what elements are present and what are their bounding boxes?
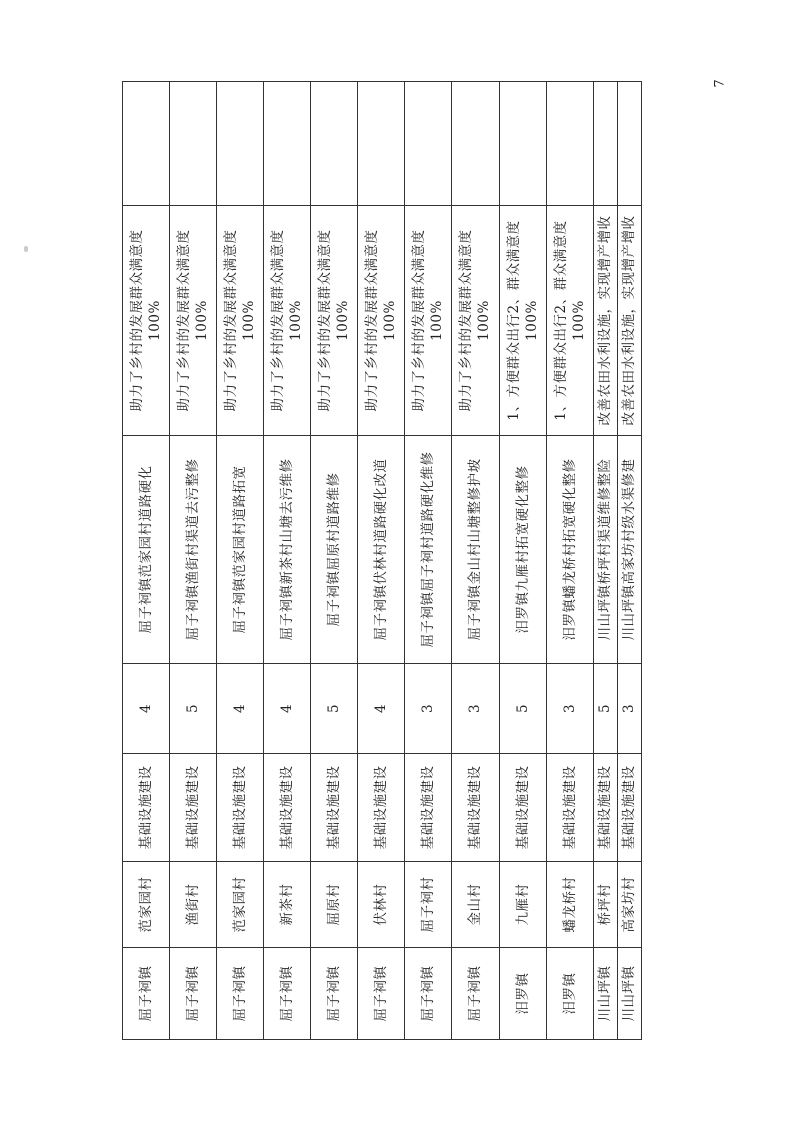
category-cell: 基础设施建设: [311, 754, 358, 862]
score-cell: 3: [617, 664, 641, 754]
score-cell: 5: [593, 664, 617, 754]
town-cell: 屈子祠镇: [358, 948, 405, 1040]
category-cell: 基础设施建设: [546, 754, 593, 862]
table-row: [452, 82, 499, 1040]
project-cell: 屈子祠镇范家园村道路硬化: [123, 436, 170, 664]
town-cell: 汨罗镇: [499, 948, 546, 1040]
project-cell: 川山坪镇桥坪村渠道维修整险: [593, 436, 617, 664]
table-body: [123, 82, 642, 1040]
benefit-cell: 助力了乡村的发展群众满意度100%: [217, 206, 264, 436]
town-cell: 屈子祠镇: [217, 948, 264, 1040]
empty-cell: [499, 82, 546, 206]
score-cell: 3: [405, 664, 452, 754]
benefit-cell: 助力了乡村的发展群众满意度100%: [264, 206, 311, 436]
project-cell: 汨罗镇九雁村拓宽硬化整修: [499, 436, 546, 664]
category-cell: 基础设施建设: [452, 754, 499, 862]
table-row: [217, 82, 264, 1040]
table-row: [123, 82, 170, 1040]
category-cell: 基础设施建设: [264, 754, 311, 862]
benefit-cell: 改善农田水利设施，实现增产增收: [593, 206, 617, 436]
empty-cell: [264, 82, 311, 206]
town-cell: 屈子祠镇: [170, 948, 217, 1040]
category-cell: 基础设施建设: [123, 754, 170, 862]
benefit-cell: 助力了乡村的发展群众满意度100%: [358, 206, 405, 436]
empty-cell: [593, 82, 617, 206]
benefit-cell: 助力了乡村的发展群众满意度100%: [405, 206, 452, 436]
project-cell: 屈子祠镇屈子祠村道路硬化维修: [405, 436, 452, 664]
town-cell: 川山坪镇: [617, 948, 641, 1040]
town-cell: 汨罗镇: [546, 948, 593, 1040]
score-cell: 5: [311, 664, 358, 754]
village-cell: 屈原村: [311, 862, 358, 948]
town-cell: 屈子祠镇: [452, 948, 499, 1040]
village-cell: 金山村: [452, 862, 499, 948]
project-cell: 屈子祠镇渔街村渠道去污整修: [170, 436, 217, 664]
empty-cell: [170, 82, 217, 206]
empty-cell: [123, 82, 170, 206]
category-cell: 基础设施建设: [405, 754, 452, 862]
score-cell: 3: [452, 664, 499, 754]
project-cell: 汨罗镇蟠龙桥村拓宽硬化整修: [546, 436, 593, 664]
project-cell: 屈子祠镇新茶村山塘去污维修: [264, 436, 311, 664]
empty-cell: [546, 82, 593, 206]
table-row: [358, 82, 405, 1040]
category-cell: 基础设施建设: [170, 754, 217, 862]
village-cell: 桥坪村: [593, 862, 617, 948]
benefit-cell: 助力了乡村的发展群众满意度100%: [123, 206, 170, 436]
town-cell: 屈子祠镇: [311, 948, 358, 1040]
project-cell: 屈子祠镇屈原村道路维修: [311, 436, 358, 664]
score-cell: 4: [217, 664, 264, 754]
benefit-cell: 改善农田水利设施，实现增产增收: [617, 206, 641, 436]
benefit-cell: 1、方便群众出行2、群众满意度100%: [546, 206, 593, 436]
village-cell: 伏林村: [358, 862, 405, 948]
benefit-cell: 助力了乡村的发展群众满意度100%: [311, 206, 358, 436]
scan-speck: [24, 246, 28, 252]
village-cell: 高家坊村: [617, 862, 641, 948]
score-cell: 5: [170, 664, 217, 754]
table-row: [264, 82, 311, 1040]
table-row: [593, 82, 617, 1040]
village-cell: 范家园村: [123, 862, 170, 948]
page-number: 7: [712, 79, 728, 88]
project-cell: 屈子祠镇金山村山塘整修护坡: [452, 436, 499, 664]
town-cell: 屈子祠镇: [123, 948, 170, 1040]
category-cell: 基础设施建设: [217, 754, 264, 862]
town-cell: 屈子祠镇: [264, 948, 311, 1040]
project-cell: 屈子祠镇伏林村道路硬化改道: [358, 436, 405, 664]
empty-cell: [452, 82, 499, 206]
village-cell: 屈子祠村: [405, 862, 452, 948]
table-row: [499, 82, 546, 1040]
village-cell: 蟠龙桥村: [546, 862, 593, 948]
table-row: [311, 82, 358, 1040]
rotated-table-wrapper: [122, 82, 642, 1040]
category-cell: 基础设施建设: [358, 754, 405, 862]
empty-cell: [358, 82, 405, 206]
benefit-cell: 1、方便群众出行2、群众满意度100%: [499, 206, 546, 436]
empty-cell: [311, 82, 358, 206]
project-cell: 屈子祠镇范家园村道路拓宽: [217, 436, 264, 664]
town-cell: 川山坪镇: [593, 948, 617, 1040]
project-table: [122, 81, 642, 1040]
benefit-cell: 助力了乡村的发展群众满意度100%: [170, 206, 217, 436]
score-cell: 3: [546, 664, 593, 754]
table-row: [546, 82, 593, 1040]
score-cell: 4: [358, 664, 405, 754]
village-cell: 九雁村: [499, 862, 546, 948]
category-cell: 基础设施建设: [593, 754, 617, 862]
town-cell: 屈子祠镇: [405, 948, 452, 1040]
empty-cell: [405, 82, 452, 206]
benefit-cell: 助力了乡村的发展群众满意度100%: [452, 206, 499, 436]
category-cell: 基础设施建设: [499, 754, 546, 862]
village-cell: 范家园村: [217, 862, 264, 948]
table-row: [170, 82, 217, 1040]
score-cell: 4: [264, 664, 311, 754]
village-cell: 渔街村: [170, 862, 217, 948]
score-cell: 4: [123, 664, 170, 754]
category-cell: 基础设施建设: [617, 754, 641, 862]
empty-cell: [617, 82, 641, 206]
table-row: [405, 82, 452, 1040]
village-cell: 新茶村: [264, 862, 311, 948]
score-cell: 5: [499, 664, 546, 754]
table-row: [617, 82, 641, 1040]
empty-cell: [217, 82, 264, 206]
project-cell: 川山坪镇高家坊村级水渠修建: [617, 436, 641, 664]
